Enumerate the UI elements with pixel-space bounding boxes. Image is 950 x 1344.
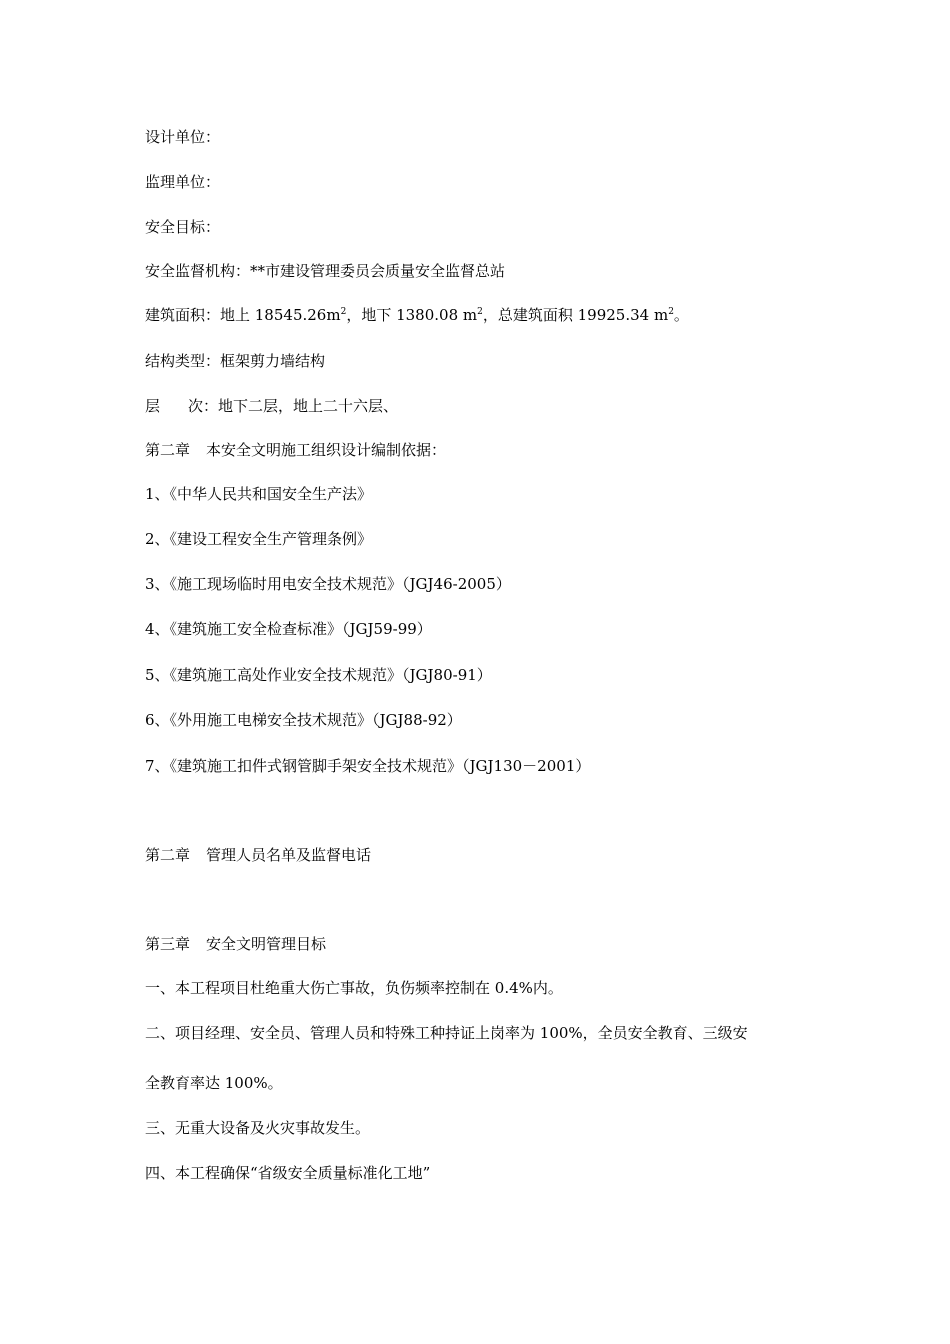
design-unit-line: 设计单位：	[145, 128, 221, 146]
chapter-number: 第二章	[145, 846, 191, 864]
basis-list-item: 6、《外用施工电梯安全技术规范》（JGJ88-92）	[145, 711, 462, 729]
area-unit-sup-3: 2	[668, 307, 674, 317]
basis-list-item: 2、《建设工程安全生产管理条例》	[145, 530, 373, 548]
goal-item-2-line-2: 全教育率达 100%。	[145, 1074, 283, 1092]
building-area-suffix: 。	[673, 306, 689, 324]
building-area-mid-1: ，地下 1380.08 m	[346, 306, 478, 324]
chapter-title: 管理人员名单及监督电话	[206, 846, 372, 864]
floors-label-a: 层	[145, 397, 161, 415]
floors-label-b: 次：地下二层，地上二十六层、	[188, 397, 399, 415]
chapter-number: 第三章	[145, 935, 191, 953]
safety-goal-line: 安全目标：	[145, 218, 221, 236]
area-unit-sup-2: 2	[477, 307, 483, 317]
building-area-line	[145, 305, 689, 325]
chapter-number: 第二章	[145, 441, 191, 459]
chapter-staff-heading	[145, 845, 371, 865]
chapter-title: 安全文明管理目标	[206, 935, 327, 953]
floors-line	[145, 396, 398, 416]
chapter-title: 本安全文明施工组织设计编制依据：	[206, 441, 447, 459]
structure-type-line: 结构类型：框架剪力墙结构	[145, 352, 326, 370]
basis-list-item: 7、《建筑施工扣件式钢管脚手架安全技术规范》（JGJ130－2001）	[145, 757, 591, 775]
goal-item-3: 三、无重大设备及火灾事故发生。	[145, 1119, 371, 1137]
chapter-basis-heading	[145, 440, 446, 460]
safety-supervision-org-line: 安全监督机构：**市建设管理委员会质量安全监督总站	[145, 262, 506, 280]
basis-list-item: 3、《施工现场临时用电安全技术规范》（JGJ46-2005）	[145, 575, 511, 593]
basis-list-item: 1、《中华人民共和国安全生产法》	[145, 485, 373, 503]
chapter-goals-heading	[145, 934, 326, 954]
goal-item-1: 一、本工程项目杜绝重大伤亡事故，负伤频率控制在 0.4%内。	[145, 979, 563, 997]
basis-list-item: 4、《建筑施工安全检查标准》（JGJ59-99）	[145, 620, 432, 638]
goal-item-4: 四、本工程确保“省级安全质量标准化工地”	[145, 1164, 431, 1182]
supervision-unit-line: 监理单位：	[145, 173, 221, 191]
building-area-mid-2: ，总建筑面积 19925.34 m	[482, 306, 669, 324]
area-unit-sup-1: 2	[340, 307, 347, 317]
goal-item-2-line-1: 二、项目经理、安全员、管理人员和特殊工种持证上岗率为 100%，全员安全教育、三级安	[145, 1024, 748, 1042]
basis-list-item: 5、《建筑施工高处作业安全技术规范》（JGJ80-91）	[145, 666, 492, 684]
building-area-prefix: 建筑面积：地上 18545.26m	[145, 306, 341, 324]
